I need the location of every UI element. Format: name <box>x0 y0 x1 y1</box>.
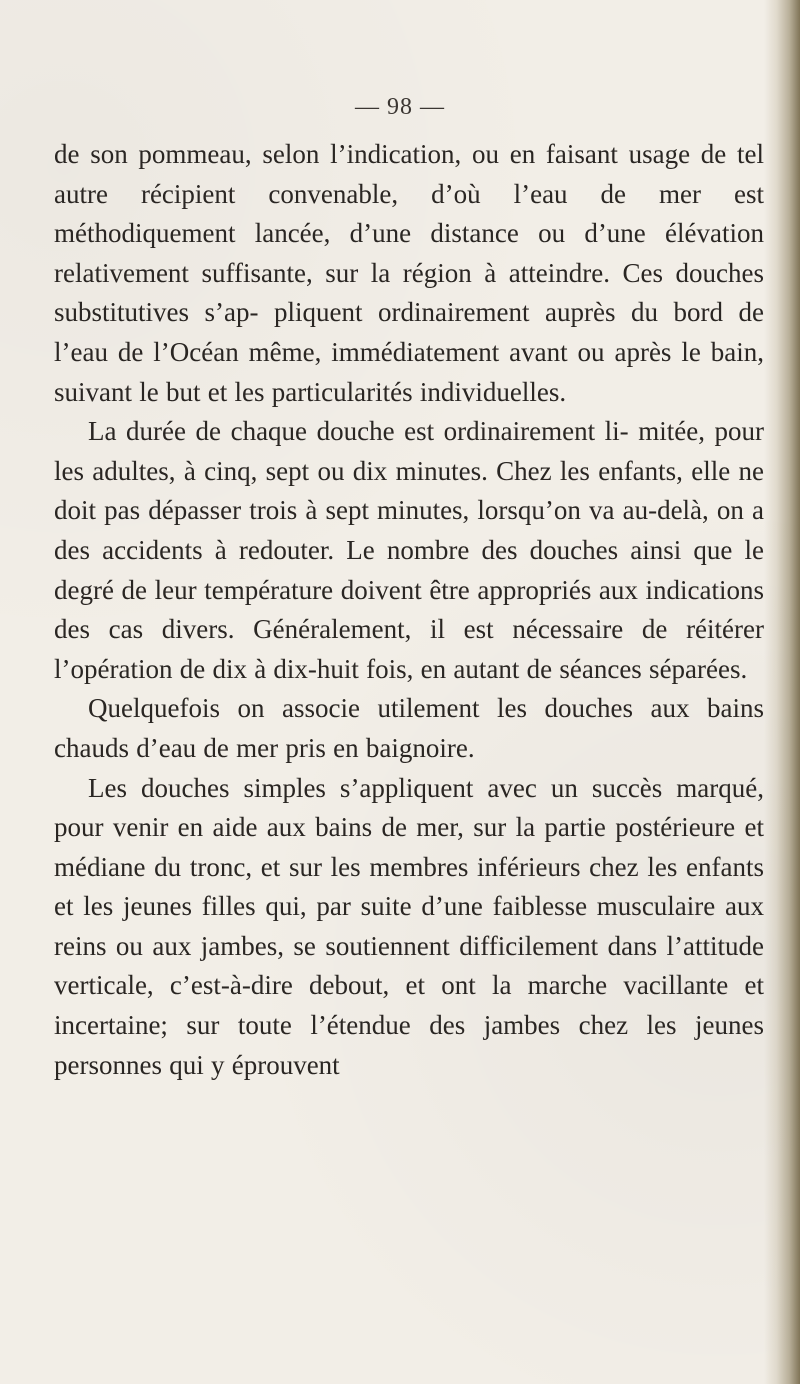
page-edge-shadow <box>764 0 800 1384</box>
paragraph-1: de son pommeau, selon l’indication, ou en faisant usage de tel autre récipient convenable, d’où l’eau de mer est méthodiquement lancée, d’une distance ou d’une élévation relativement suffisante, sur la région à atteindre. Ces douches substitutives s’ap- pliquent ordinairement auprès du bord de l’eau de l’Océan même, immédiatement avant ou après le bain, suivant le but et les particularités individuelles. <box>54 139 764 407</box>
paragraph-2: La durée de chaque douche est ordinairement li- mitée, pour les adultes, à cinq, sept ou dix minutes. Chez les enfants, elle ne doit pas dépasser trois à sept minutes, lorsqu’on va au-delà, on a des accidents à redouter. Le nombre des douches ainsi que le degré de leur température doivent être appropriés aux indications des cas divers. Généralement, il est nécessaire de réitérer l’opération de dix à dix-huit fois, en autant de séances séparées. <box>54 416 764 684</box>
page-number-header: — 98 — <box>355 94 445 120</box>
paragraph-3: Quelquefois on associe utilement les douches aux bains chauds d’eau de mer pris en baignoire. <box>54 693 764 763</box>
paragraph-4: Les douches simples s’appliquent avec un succès marqué, pour venir en aide aux bains de mer, sur la partie postérieure et médiane du tronc, et sur les membres inférieurs chez les enfants et les jeunes filles qui, par suite d’une faiblesse musculaire aux reins ou aux jambes, se soutiennent difficilement dans l’attitude verticale, c’est-à-dire debout, et ont la marche vacillante et incertaine; sur toute l’étendue des jambes chez les jeunes personnes qui y éprouvent <box>54 772 764 1080</box>
page-body <box>54 135 764 1085</box>
